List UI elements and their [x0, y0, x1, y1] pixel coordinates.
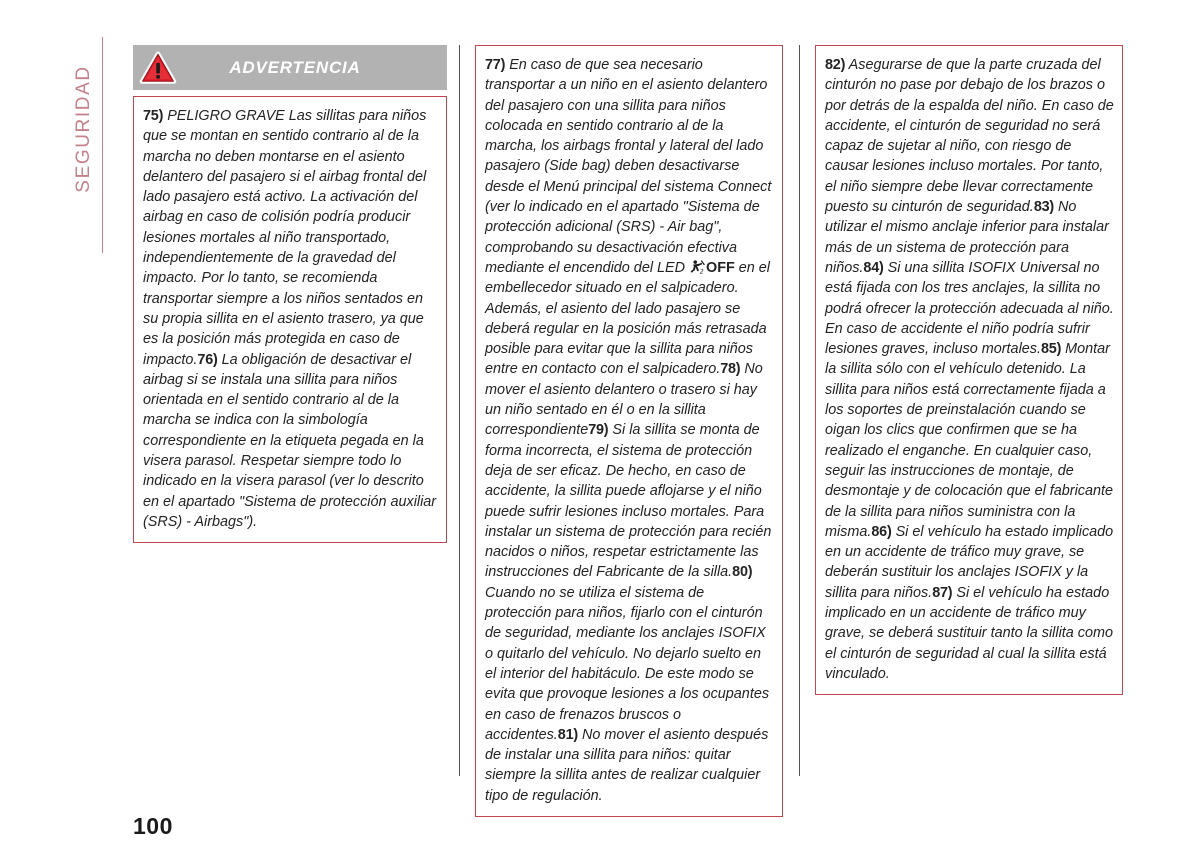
note-text: No mover el asiento después de instalar una sillita para niños: quitar siempre la sillita antes de realizar cualquier tipo de regulación. [485, 726, 769, 804]
warning-note-box-left [133, 96, 447, 543]
warning-triangle-icon [139, 51, 177, 85]
note-number: 83) [1033, 199, 1055, 216]
column-divider-right [799, 45, 800, 776]
note-number: 80) [732, 564, 753, 581]
note-75 [143, 106, 438, 532]
note-lead: PELIGRO GRAVE [167, 108, 285, 124]
note-text: En caso de que sea necesario transportar a un niño en el asiento delantero del pasajero con una sillita para niños colocada en sentido contrario al de la marcha, los airbags frontal y lateral del lado pasajero (Side bag) deben desactivarse desde el Menú principal del sistema Connect (ver lo indicado en el apartado "Sistema de protección adicional (SRS) - Air bag", comprobando su desactivación efectiva mediante el encendido del LED [485, 57, 772, 276]
warning-title: ADVERTENCIA [229, 57, 361, 77]
note-text: Montar la sillita sólo con el vehículo detenido. La sillita para niños está correctamente fijada a los soportes de preinstalación cuando se oigan los clics que confirmen que se ha realizado el enganche. En cualquier caso, seguir las instrucciones de montaje, de desmontaje y de colocación que el fabricante de la sillita para niños suministra con la misma. [825, 341, 1113, 540]
warning-note-box-middle [475, 45, 783, 817]
note-number: 75) [143, 108, 164, 124]
section-tab [57, 35, 103, 255]
note-group-middle [485, 55, 774, 806]
page-number: 100 [133, 813, 173, 839]
note-number: 84) [863, 259, 884, 276]
warning-note-box-right [815, 45, 1123, 695]
note-text: La obligación de desactivar el airbag si se instala una sillita para niños orientada en el sentido contrario al de la marcha se indica con la simbología correspondiente en la etiqueta pegada en la visera parasol. Respetar siempre todo lo indicado en la visera parasol (ver lo descrito en el apartado "Sistema de protección auxiliar (SRS) - Airbags"). [143, 351, 437, 530]
note-text: en el embellecedor situado en el salpicadero. Además, el asiento del lado pasajero se deberá regular en la posición más retrasada posible para evitar que la sillita para niños entre en contacto con el salpicadero. [485, 259, 771, 378]
note-text: Las sillitas para niños que se montan en sentido contrario al de la marcha no deben montarse en el asiento delantero del pasajero si el airbag frontal del lado pasajero está activo. La activación del airbag en caso de colisión podría producir lesiones mortales al niño transportado, independientemente de la gravedad del impacto. Por lo tanto, se recomienda transportar siempre a los niños sentados en su propia sillita en el asiento trasero, ya que es la posición más protegida en caso de impacto. [143, 108, 427, 368]
note-bold-token: OFF [706, 259, 735, 276]
warning-header [133, 45, 447, 90]
note-number: 85) [1040, 341, 1062, 358]
note-text: No mover el asiento delantero o trasero si hay un niño sentado en él o en la sillita correspondiente [485, 361, 763, 439]
note-number: 76) [197, 351, 218, 368]
note-number: 79) [588, 422, 609, 439]
note-number: 81) [557, 726, 578, 743]
note-text: Asegurarse de que la parte cruzada del cinturón no pase por debajo de los brazos o por detrás de la espalda del niño. En caso de accidente, el cinturón de seguridad no será capaz de sujetar al niño, con riesgo de causar lesiones incluso mortales. Por tanto, el niño siempre debe llevar correctamente puesto su cinturón de seguridad. [825, 57, 1114, 216]
column-left [133, 45, 447, 543]
note-number: 78) [720, 361, 741, 378]
section-tab-rule [102, 37, 103, 253]
column-middle [475, 45, 783, 817]
note-number: 86) [871, 523, 892, 540]
column-right [815, 45, 1123, 695]
note-number: 82) [825, 57, 846, 73]
note-text: Cuando no se utiliza el sistema de protección para niños, fijarlo con el cinturón de seguridad, mediante los anclajes ISOFIX o quitarlo del vehículo. No dejarlo suelto en el interior del habitáculo. De este modo se evita que provoque lesiones a los ocupantes en caso de frenazos bruscos o accidentes. [485, 584, 770, 743]
column-divider-left [459, 45, 460, 776]
note-number: 87) [932, 584, 953, 601]
note-text: No utilizar el mismo anclaje inferior para instalar más de un sistema de protección para niños. [825, 199, 1109, 276]
section-tab-label: SEGURIDAD [73, 65, 94, 193]
note-text: Si una sillita ISOFIX Universal no está fijada con los tres anclajes, la sillita no podrá ofrecer la protección adecuada al niño. En caso de accidente el niño podría sufrir lesiones graves, incluso mortales. [825, 259, 1114, 358]
svg-text:2: 2 [699, 268, 704, 274]
note-text: Si el vehículo ha estado implicado en un accidente de tráfico muy grave, se deberá sustituir tanto la sillita como el cinturón de seguridad al cual la sillita está vinculado. [825, 584, 1113, 682]
airbag-off-icon [690, 260, 705, 274]
note-text: Si la sillita se monta de forma incorrecta, el sistema de protección deja de ser eficaz. De hecho, en caso de accidente, la sillita puede aflojarse y el niño puede sufrir lesiones incluso mortales. Para instalar un sistema de protección para recién nacidos o niños, respetar estrictamente las instrucciones del Fabricante de la silla. [485, 422, 772, 581]
note-text: Si el vehículo ha estado implicado en un accidente de tráfico muy grave, se deberán sustituir los anclajes ISOFIX y la sillita para niños. [825, 523, 1114, 601]
note-number: 77) [485, 57, 506, 73]
note-group-right [825, 55, 1114, 684]
